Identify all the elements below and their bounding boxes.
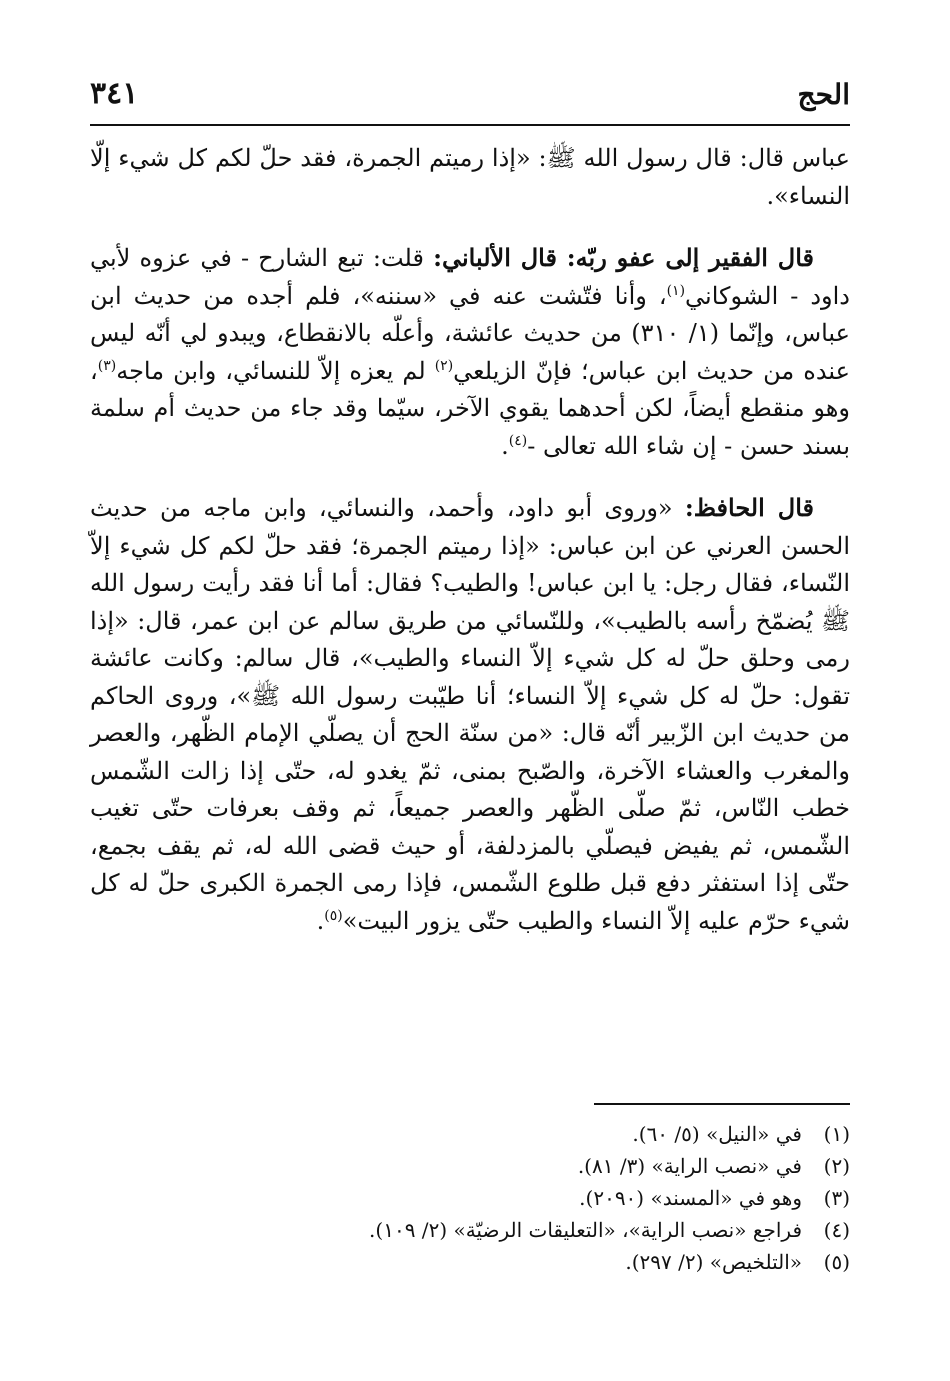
footnote-item <box>150 1118 850 1150</box>
paragraph-continuation <box>90 140 850 215</box>
footnote-ref[interactable]: (٣) <box>97 357 117 374</box>
footnote-ref[interactable]: (٢) <box>434 357 454 374</box>
footnote-text: وهو في «المسند» (٢٠٩٠). <box>579 1186 802 1210</box>
footnote-mark: (٣) <box>823 1186 850 1210</box>
footnote-ref[interactable]: (١) <box>666 282 686 299</box>
paragraph-text: لم يعزه إلاّ للنسائي، وابن ماجه <box>116 356 435 385</box>
page-number: ٣٤١ <box>90 76 139 111</box>
footnotes <box>150 1118 850 1278</box>
footnote-separator <box>594 1103 850 1105</box>
footnote-mark: (٥) <box>823 1250 850 1274</box>
paragraph-lead: قال الحافظ: <box>684 493 814 522</box>
footnote-item <box>150 1246 850 1278</box>
footnote-item <box>150 1214 850 1246</box>
footnote-item <box>150 1182 850 1214</box>
paragraph-text: قلت: تبع الشارح - في عزوه لأبي داود - الشوكاني <box>90 244 850 310</box>
footnote-mark: (٤) <box>823 1218 850 1242</box>
paragraph-text: . <box>501 431 509 460</box>
footnote-text: في «النيل» (٥/ ٦٠). <box>632 1122 802 1146</box>
page-header <box>90 76 850 118</box>
paragraph-text: ، وأنا فتّشت عنه في «سننه»، فلم أجده من حديث ابن عباس، وإنّما (١/ ٣١٠) من حديث عائشة، وأعلّه بالانقطاع، ويبدو لي أنّه ليس عنده من حديث ابن عباس؛ فإنّ الزيلعي <box>90 281 850 385</box>
paragraph-text: ، وهو منقطع أيضاً، لكن أحدهما يقوي الآخر، سيّما وقد جاء من حديث أم سلمة بسند حسن - إن شاء الله تعالى - <box>90 356 850 460</box>
footnote-ref[interactable]: (٤) <box>508 432 528 449</box>
paragraph-hafiz <box>90 489 850 940</box>
footnote-mark: (١) <box>823 1122 850 1146</box>
footnote-text: في «نصب الراية» (٣/ ٨١). <box>577 1154 802 1178</box>
chapter-title: الحج <box>797 78 850 111</box>
paragraph-lead: قال الفقير إلى عفو ربّه: قال الألباني: <box>433 243 815 272</box>
footnote-text: فراجع «نصب الراية»، «التعليقات الرضيّة» (٢/ ١٠٩). <box>369 1218 802 1242</box>
footnote-item <box>150 1150 850 1182</box>
header-rule <box>90 124 850 126</box>
paragraph-albani <box>90 239 850 465</box>
main-text <box>90 140 850 964</box>
footnote-ref[interactable]: (٥) <box>324 907 343 924</box>
paragraph-text: «وروى أبو داود، وأحمد، والنسائي، وابن ماجه من حديث الحسن العرني عن ابن عباس: «إذا رميتم الجمرة؛ فقد حلّ لكم كل شيء إلاّ النّساء، فقال رجل: يا ابن عباس! والطيب؟ فقال: أما أنا فقد رأيت رسول الله ﷺ يُضمّخ رأسه بالطيب»، وللنّسائي من طريق سالم عن ابن عمر، قال: «إذا رمى وحلق حلّ له كل شيء إلاّ النساء والطيب»، قال سالم: وكانت عائشة تقول: حلّ له كل شيء إلاّ النساء؛ أنا طيّبت رسول الله ﷺ»، وروى الحاكم من حديث ابن الزّبير أنّه قال: «من سنّة الحج أن يصلّي الإمام الظّهر، والعصر والمغرب والعشاء الآخرة، والصّبح بمنى، ثمّ يغدو له، حتّى إذا زالت الشّمس خطب النّاس، ثمّ صلّى الظّهر والعصر جميعاً، ثم وقف بعرفات حتّى تغيب الشّمس، ثم يفيض فيصلّي بالمزدلفة، أو حيث قضى الله له، ثم يقف بجمع، حتّى إذا استفثر دفع قبل طلوع الشّمس، فإذا رمى الجمرة الكبرى حلّ له كل شيء حرّم عليه إلاّ النساء والطيب حتّى يزور البيت» <box>90 494 851 935</box>
paragraph-text: . <box>316 906 325 935</box>
paragraph-text: عباس قال: قال رسول الله ﷺ: «إذا رميتم الجمرة، فقد حلّ لكم كل شيء إلّا النساء». <box>90 144 850 210</box>
footnote-text: «التلخيص» (٢/ ٢٩٧). <box>625 1250 802 1274</box>
footnote-mark: (٢) <box>823 1154 850 1178</box>
